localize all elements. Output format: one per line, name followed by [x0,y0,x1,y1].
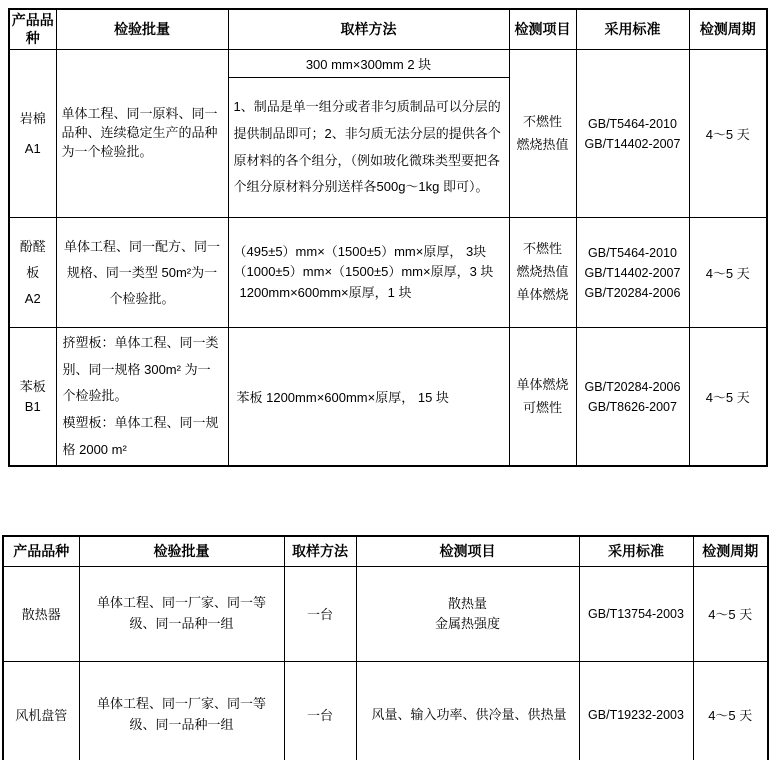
table2-header-period: 检测周期 [693,536,768,566]
standard-code: GB/T20284-2006 [584,379,681,394]
product-cell-phenolic [9,218,56,328]
product-cell-rockwool [9,50,56,218]
batch-text: 单体工程、同一厂家、同一等级、同一品种一组 [96,696,266,732]
period-cell-polystyrene [689,328,767,467]
batch-cell-fan-coil [79,661,284,760]
sampling-spec-text: 苯板 1200mm×600mm×原厚， 15 块 [236,390,449,406]
batch-text-line: 模塑板：单体工程、同一规格 2000 m² [62,414,219,457]
insulation-materials-table [8,8,768,467]
product-cell-polystyrene [9,328,56,467]
product-name-line2: 板 [26,264,40,280]
batch-text: 单体工程、同一原料、同一品种、连续稳定生产的品种为一个检验批。 [61,106,218,159]
standard-cell-fan-coil [579,661,693,760]
table1-row-polystyrene-board [9,328,767,467]
items-cell-fan-coil [356,661,579,760]
standard-code: GB/T20284-2006 [584,285,681,300]
product-cell-fan-coil [3,661,79,760]
standard-cell-radiator [579,566,693,661]
table2-header-standard: 采用标准 [579,536,693,566]
table1-header-items: 检测项目 [509,9,576,50]
standard-code: GB/T5464-2010 [588,116,677,131]
test-item: 单体燃烧 [516,376,569,392]
batch-text-line: 挤塑板：单体工程、同一类别、同一规格 300m² 为一个检验批。 [62,335,219,404]
product-cell-radiator [3,566,79,661]
sampling-cell-radiator [284,566,356,661]
table1-header-sampling: 取样方法 [228,9,509,50]
table2-header-row [3,536,768,566]
table1-header-product: 产品品种 [9,9,56,50]
sampling-instructions-text: 1、制品是单一组分或者非匀质制品可以分层的提供制品即可；2、非匀质无法分层的提供各个原材料的各个组分，（例如玻化微珠类型要把各个组分原材料分别送样各500g～1kg 即可）。 [233,99,501,195]
product-name-line1: 酚醛 [19,238,46,254]
batch-cell-polystyrene [56,328,228,467]
sampling-cell-phenolic [228,218,509,328]
period-text: 4～5 天 [708,607,753,623]
table1-header-period: 检测周期 [689,9,767,50]
product-name: 苯板 [19,379,46,395]
product-grade: A1 [24,140,41,156]
sampling-spec-line: （495±5）mm×（1500±5）mm×原厚， 3块 [233,244,487,260]
table2-row-fan-coil [3,661,768,760]
product-grade: A2 [24,290,41,306]
test-item: 燃烧热值 [516,136,569,152]
test-item: 不燃性 [522,241,562,257]
product-name: 岩棉 [19,111,46,126]
standards-cell-phenolic [576,218,689,328]
period-cell-rockwool [689,50,767,218]
batch-text: 单体工程、同一配方、同一规格、同一类型 50m²为一个检验批。 [63,238,220,306]
standard-code: GB/T8626-2007 [588,399,677,414]
sampling-size-cell [228,50,509,78]
period-cell-fan-coil [693,661,768,760]
items-cell-rockwool [509,50,576,218]
standard-code: GB/T13754-2003 [588,606,684,621]
standard-code: GB/T5464-2010 [588,245,677,260]
test-item: 燃烧热值 [516,264,569,280]
period-text: 4～5 天 [708,708,753,724]
items-cell-polystyrene [509,328,576,467]
test-item: 风量、输入功率、供冷量、供热量 [371,707,567,723]
standard-code: GB/T14402-2007 [584,136,681,151]
table1-header-standard: 采用标准 [576,9,689,50]
product-name: 风机盘管 [15,708,68,724]
test-item: 单体燃烧 [516,286,569,302]
test-item: 可燃性 [522,399,562,415]
test-item: 不燃性 [522,113,562,129]
hvac-equipment-table [2,535,769,760]
sampling-text: 一台 [306,708,333,724]
batch-cell-rockwool [56,50,228,218]
batch-cell-phenolic [56,218,228,328]
period-text: 4～5 天 [705,266,750,281]
table2-header-product: 产品品种 [3,536,79,566]
standards-cell-polystyrene [576,328,689,467]
sampling-text: 一台 [306,607,333,623]
batch-cell-radiator [79,566,284,661]
table2-header-items: 检测项目 [356,536,579,566]
table2-row-radiator [3,566,768,661]
sampling-spec-line: （1000±5）mm×（1500±5）mm×原厚，3 块 [233,264,494,280]
sampling-size-text: 300 mm×300mm 2 块 [305,57,432,72]
table1-header-batch: 检验批量 [56,9,228,50]
standards-cell-rockwool [576,50,689,218]
table1-row-rockwool [9,50,767,78]
batch-text: 单体工程、同一厂家、同一等级、同一品种一组 [96,594,266,631]
period-cell-radiator [693,566,768,661]
sampling-spec-line: 1200mm×600mm×原厚，1 块 [239,284,412,300]
product-grade: B1 [24,398,41,414]
period-cell-phenolic [689,218,767,328]
table2-header-batch: 检验批量 [79,536,284,566]
sampling-cell-polystyrene [228,328,509,467]
test-item: 金属热强度 [434,615,500,631]
sampling-cell-fan-coil [284,661,356,760]
sampling-instructions-cell [228,78,509,218]
period-text: 4～5 天 [705,127,750,142]
table1-header-row [9,9,767,50]
items-cell-radiator [356,566,579,661]
product-name: 散热器 [21,607,61,623]
table2-header-sampling: 取样方法 [284,536,356,566]
standard-code: GB/T14402-2007 [584,265,681,280]
table1-row-phenolic-board [9,218,767,328]
standard-code: GB/T19232-2003 [588,707,684,722]
test-item: 散热量 [447,596,487,612]
items-cell-phenolic [509,218,576,328]
period-text: 4～5 天 [705,390,750,406]
